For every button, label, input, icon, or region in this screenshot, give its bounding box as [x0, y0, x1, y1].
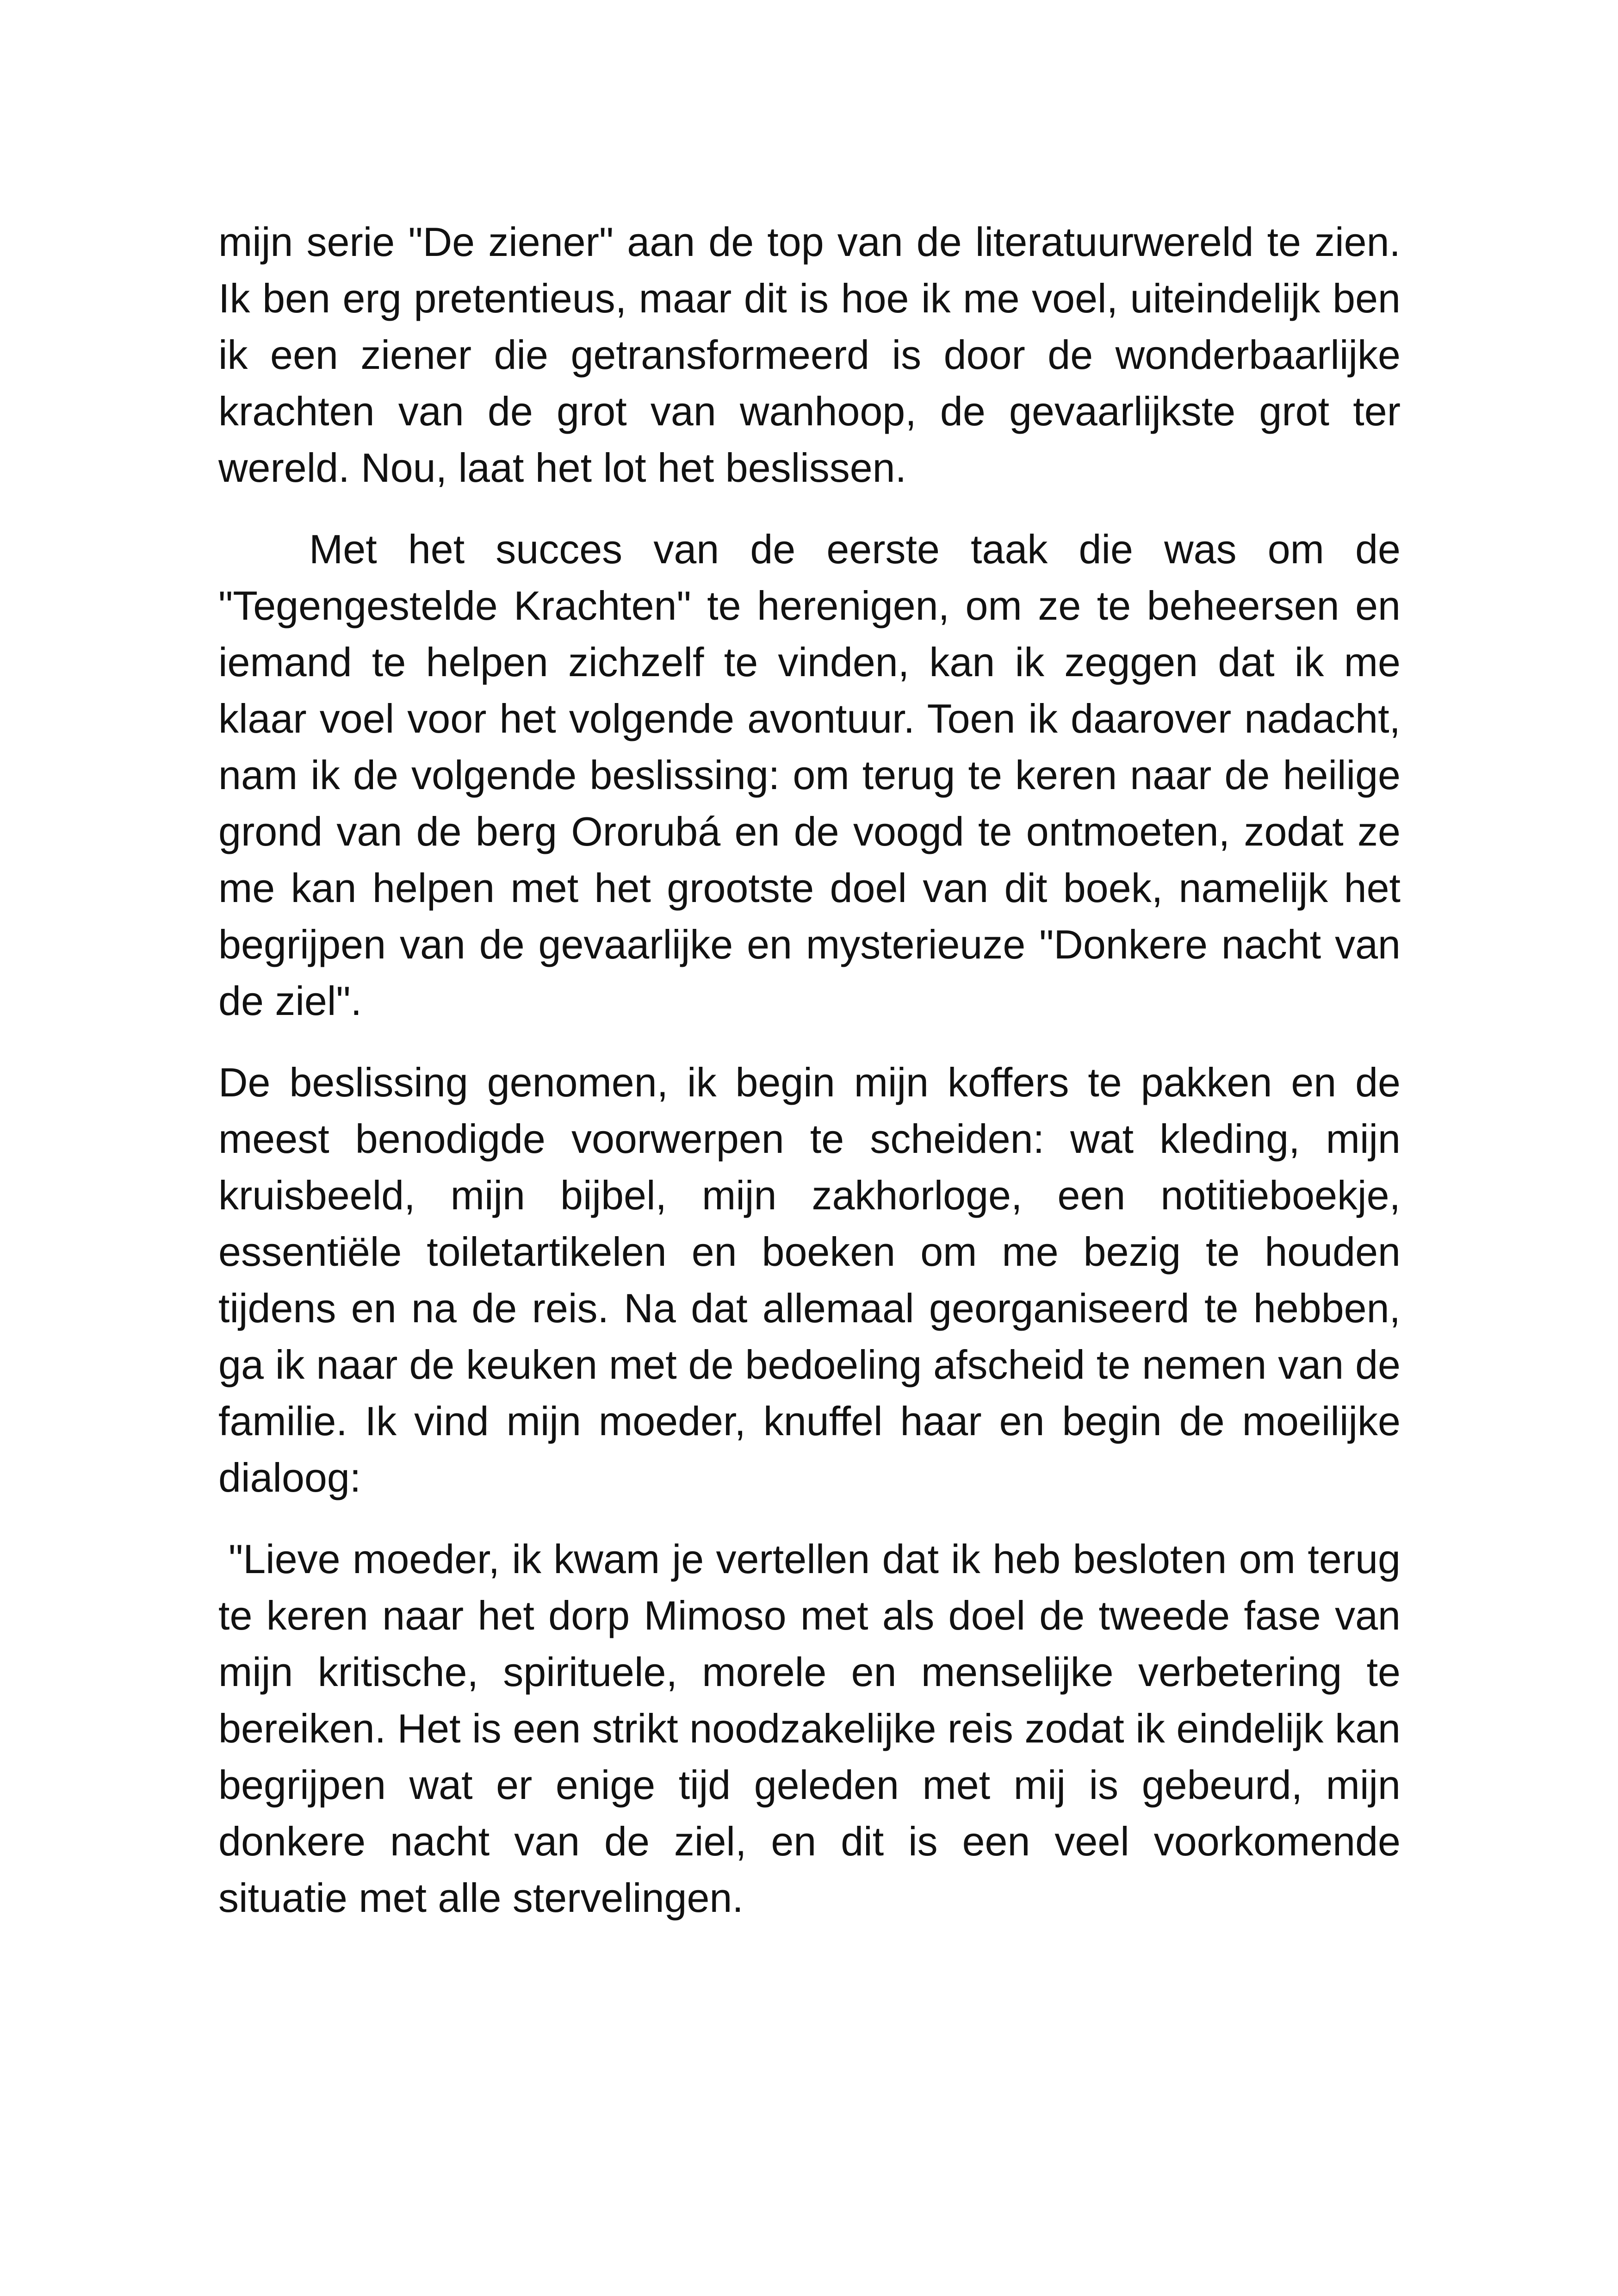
- paragraph-1: mijn serie "De ziener" aan de top van de literatuurwereld te zien. Ik ben erg pretentieus, maar dit is hoe ik me voel, uiteindelijk ben ik een ziener die getransformeerd is door de wonderbaarlijke krachten van de grot van wanhoop, de gevaarlijkste grot ter wereld. Nou, laat het lot het beslissen.: [218, 219, 1401, 491]
- paragraph-2: Met het succes van de eerste taak die was om de "Tegengestelde Krachten" te herenigen, om ze te beheersen en iemand te helpen zichzelf te vinden, kan ik zeggen dat ik me klaar voel voor het volgende avontuur. Toen ik daarover nadacht, nam ik de volgende beslissing: om terug te keren naar de heilige grond van de berg Ororubá en de voogd te ontmoeten, zodat ze me kan helpen met het grootste doel van dit boek, namelijk het begrijpen van de gevaarlijke en mysterieuze "Donkere nacht van de ziel".: [218, 526, 1401, 1024]
- body-text: [218, 214, 1401, 1951]
- paragraph-3: De beslissing genomen, ik begin mijn koffers te pakken en de meest benodigde voorwerpen te scheiden: wat kleding, mijn kruisbeeld, mijn bijbel, mijn zakhorloge, een notitieboekje, essentiële toiletartikelen en boeken om me bezig te houden tijdens en na de reis. Na dat allemaal georganiseerd te hebben, ga ik naar de keuken met de bedoeling afscheid te nemen van de familie. Ik vind mijn moeder, knuffel haar en begin de moeilijke dialoog:: [218, 1059, 1401, 1500]
- paragraph-4: "Lieve moeder, ik kwam je vertellen dat ik heb besloten om terug te keren naar het dorp Mimoso met als doel de tweede fase van mijn kritische, spirituele, morele en menselijke verbetering te bereiken. Het is een strikt noodzakelijke reis zodat ik eindelijk kan begrijpen wat er enige tijd geleden met mij is gebeurd, mijn donkere nacht van de ziel, en dit is een veel voorkomende situatie met alle stervelingen.: [218, 1536, 1401, 1921]
